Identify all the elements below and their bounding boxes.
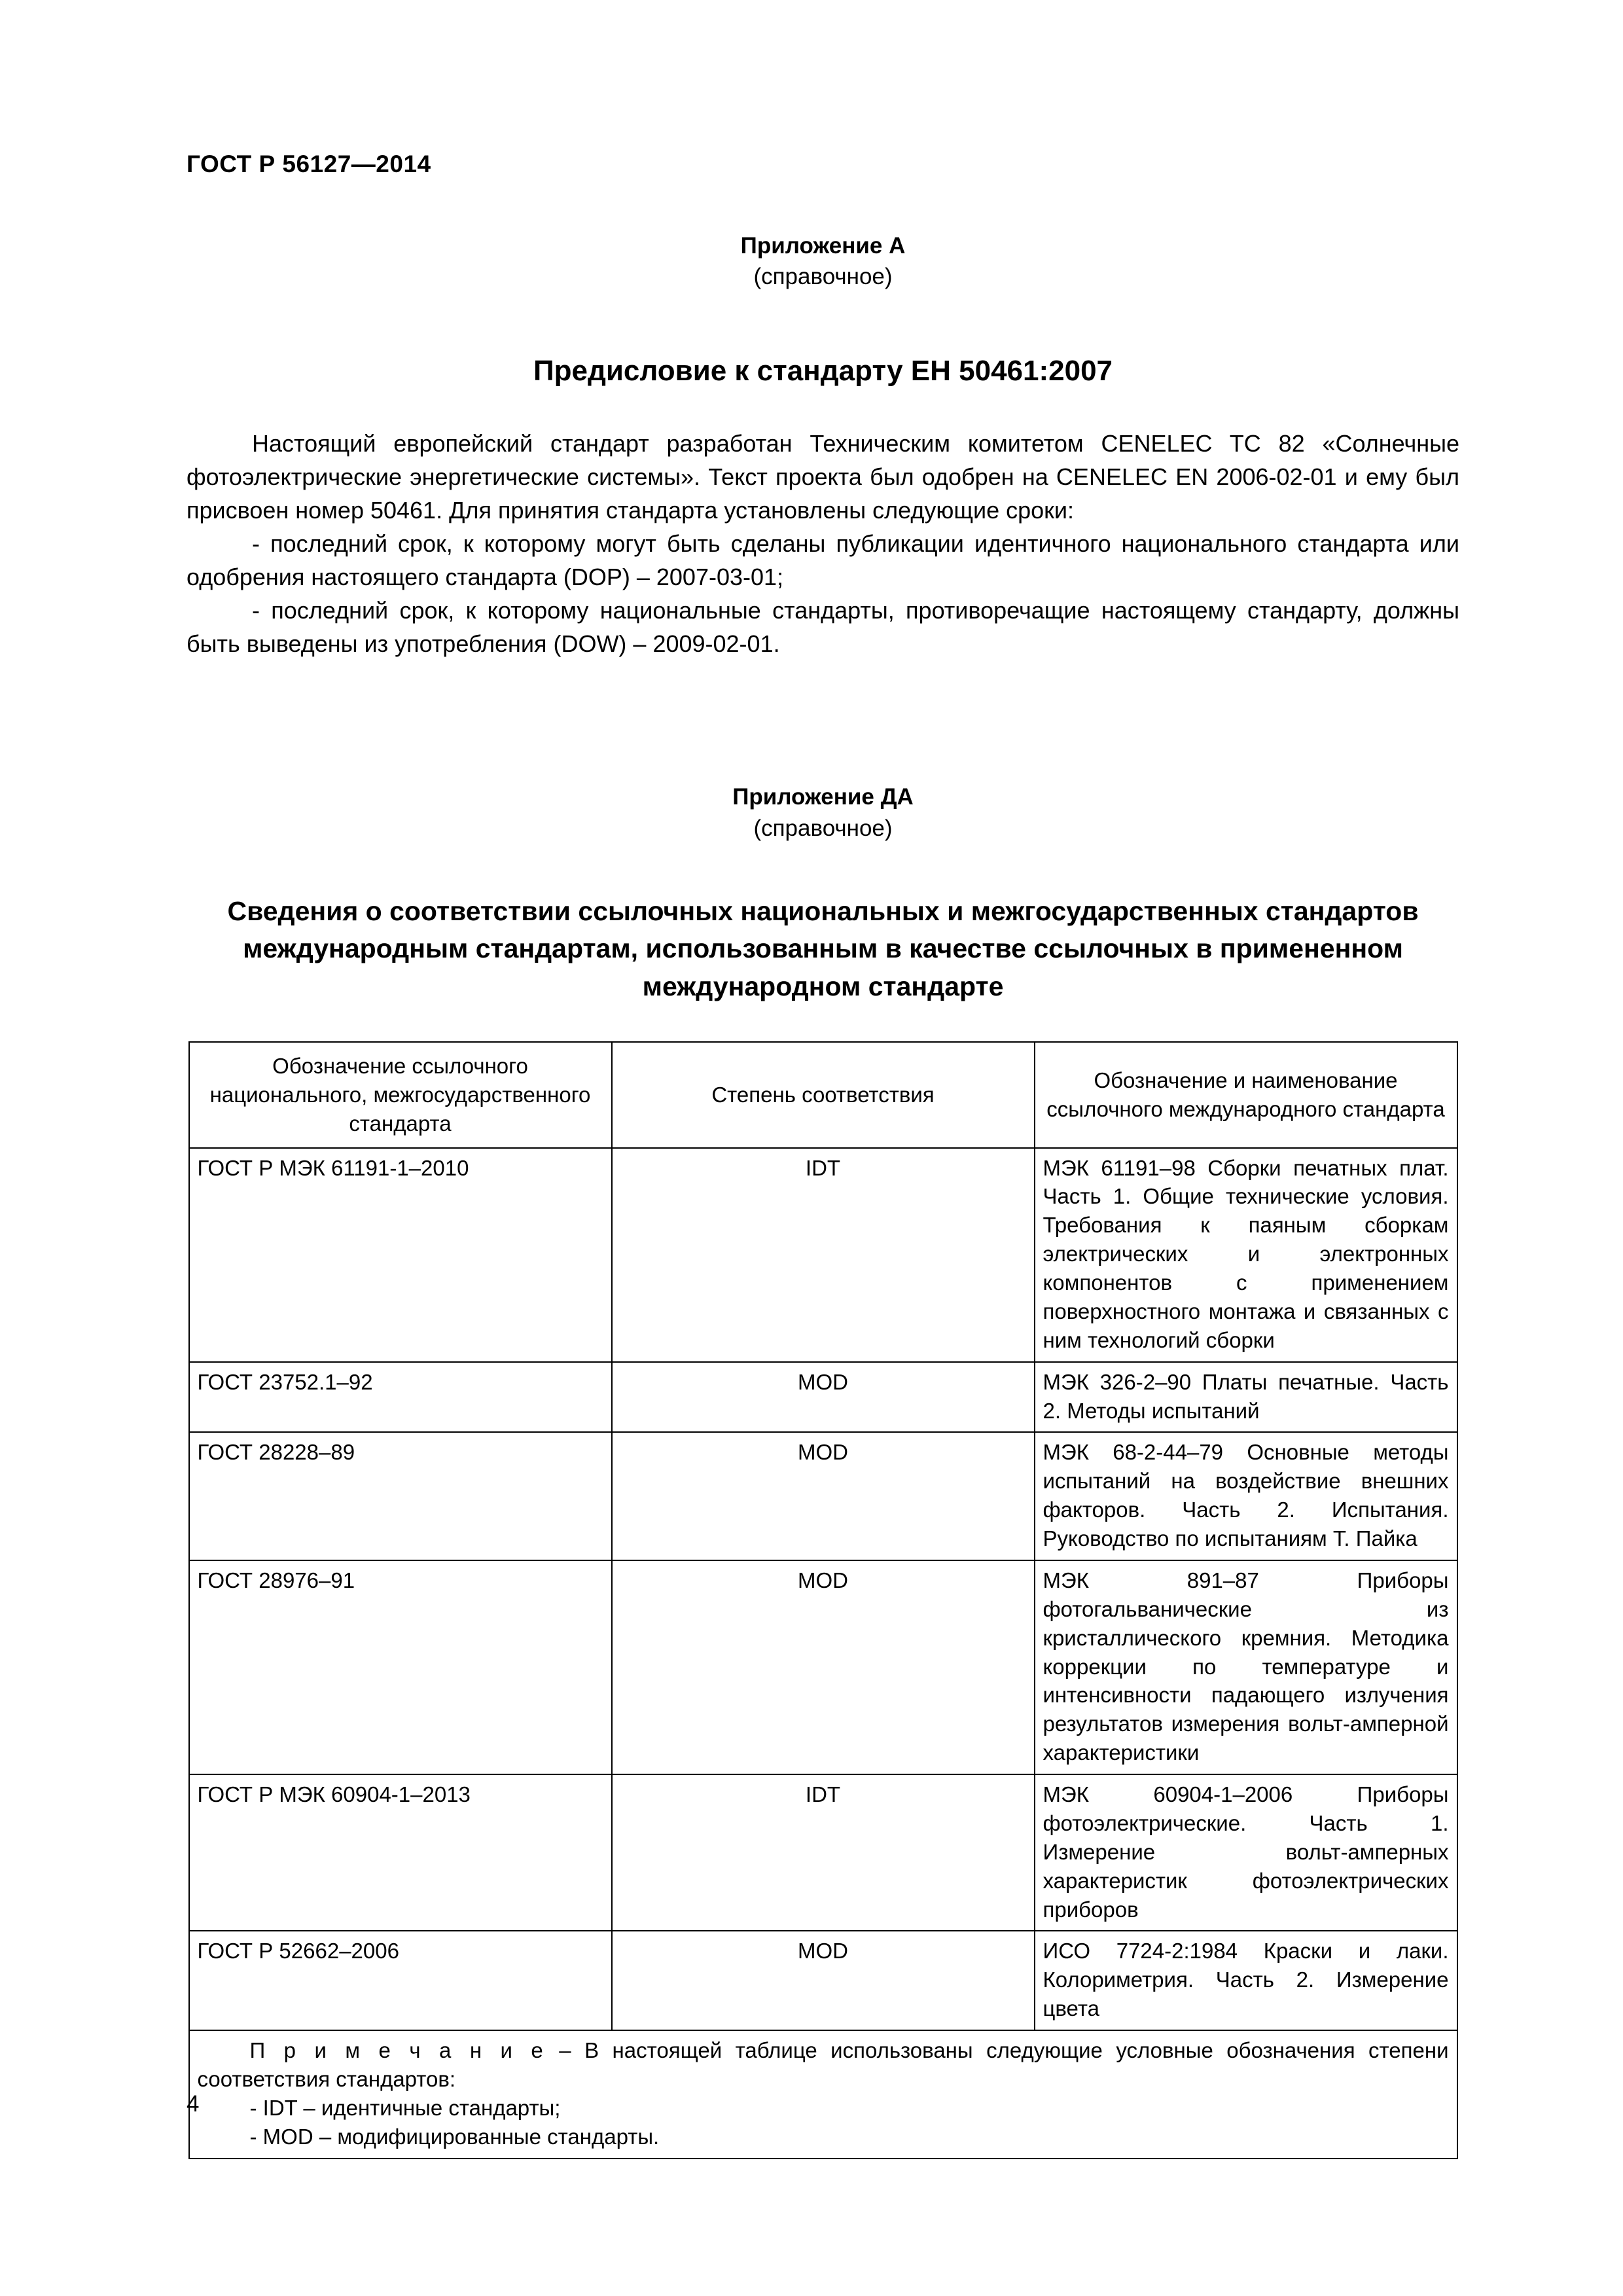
cell-national: ГОСТ 28228–89 (189, 1432, 612, 1560)
table-row (189, 1774, 1457, 1931)
page-number: 4 (187, 2091, 200, 2117)
section-spacer (187, 660, 1459, 781)
annex-da-kind: (справочное) (753, 815, 893, 841)
annex-a-paragraph-2: - последний срок, к которому могут быть сделаны публикации идентичного национального стандарта или одобрения настоящего стандарта (DOP) – 2007-03-01; (187, 529, 1459, 590)
cell-degree: MOD (612, 1362, 1035, 1433)
cell-degree: IDT (612, 1774, 1035, 1931)
cell-national: ГОСТ 28976–91 (189, 1560, 612, 1774)
page-header-standard-code: ГОСТ Р 56127—2014 (187, 151, 431, 177)
cell-degree: IDT (612, 1148, 1035, 1362)
table-note-row (189, 2030, 1457, 2159)
cell-national: ГОСТ Р МЭК 61191-1–2010 (189, 1148, 612, 1362)
table-row (189, 1432, 1457, 1560)
cell-national: ГОСТ 23752.1–92 (189, 1362, 612, 1433)
cell-international: МЭК 60904-1–2006 Приборы фотоэлектрические. Часть 1. Измерение вольт-амперных характеристик фотоэлектрических приборов (1035, 1774, 1457, 1931)
table-row (189, 1362, 1457, 1433)
annex-da-title: Сведения о соответствии ссылочных национальных и межгосударственных стандартов международным стандартам, использованным в качестве ссылочных в примененном международном стандарте (227, 895, 1419, 1001)
table-note-text: – В настоящей таблице использованы следующие условные обозначения степени соответствия стандартов: (197, 2038, 1449, 2091)
annex-a-kind: (справочное) (753, 264, 893, 290)
table-header-row (189, 1042, 1457, 1148)
cell-national: ГОСТ Р 52662–2006 (189, 1931, 612, 2030)
cell-international: МЭК 68-2-44–79 Основные методы испытаний на воздействие внешних факторов. Часть 2. Испытания. Руководство по испытаниям Т. Пайка (1035, 1432, 1457, 1560)
annex-a-title: Предисловие к стандарту ЕН 50461:2007 (533, 354, 1113, 387)
annex-a-header (187, 230, 1459, 293)
annex-a-label: Приложение А (740, 233, 906, 259)
cell-degree: MOD (612, 1931, 1035, 2030)
table-note-item: - IDT – идентичные стандарты; (249, 2095, 561, 2120)
table-note-item: - MOD – модифицированные стандарты. (249, 2124, 660, 2149)
cell-degree: MOD (612, 1432, 1035, 1560)
cell-international: ИСО 7724-2:1984 Краски и лаки. Колориметрия. Часть 2. Измерение цвета (1035, 1931, 1457, 2030)
table-row (189, 1931, 1457, 2030)
cell-degree: MOD (612, 1560, 1035, 1774)
table-header-international: Обозначение и наименование ссылочного международного стандарта (1035, 1042, 1457, 1148)
reference-standards-table (188, 1041, 1458, 2159)
table-header-national: Обозначение ссылочного национального, межгосударственного стандарта (189, 1042, 612, 1148)
cell-international: МЭК 326-2–90 Платы печатные. Часть 2. Методы испытаний (1035, 1362, 1457, 1433)
cell-international: МЭК 61191–98 Сборки печатных плат. Часть 1. Общие технические условия. Требования к паяным сборкам электрических и электронных компонентов с применением поверхностного монтажа и связанных с ним технологий сборки (1035, 1148, 1457, 1362)
annex-da-label: Приложение ДА (732, 784, 914, 810)
table-note-label: П р и м е ч а н и е (249, 2038, 546, 2063)
table-row (189, 1560, 1457, 1774)
annex-a-paragraph-1: Настоящий европейский стандарт разработан Техническим комитетом CENELEC TC 82 «Солнечные фотоэлектрические энергетические системы». Текст проекта был одобрен на CENELEC EN 2006-02-01 и ему был присвоен номер 50461. Для принятия стандарта установлены следующие сроки: (187, 429, 1459, 524)
cell-international: МЭК 891–87 Приборы фотогальванические из кристаллического кремния. Методика коррекции по температуре и интенсивности падающего излучения результатов измерения вольт-амперной характеристики (1035, 1560, 1457, 1774)
table-row (189, 1148, 1457, 1362)
table-note (189, 2030, 1457, 2159)
cell-national: ГОСТ Р МЭК 60904-1–2013 (189, 1774, 612, 1931)
annex-a-paragraph-3: - последний срок, к которому национальные стандарты, противоречащие настоящему стандарту, должны быть выведены из употребления (DOW) – 2009-02-01. (187, 597, 1459, 658)
table-note-first-line (198, 2036, 1449, 2094)
table-header-degree: Степень соответствия (612, 1042, 1035, 1148)
annex-da-header (187, 781, 1459, 844)
